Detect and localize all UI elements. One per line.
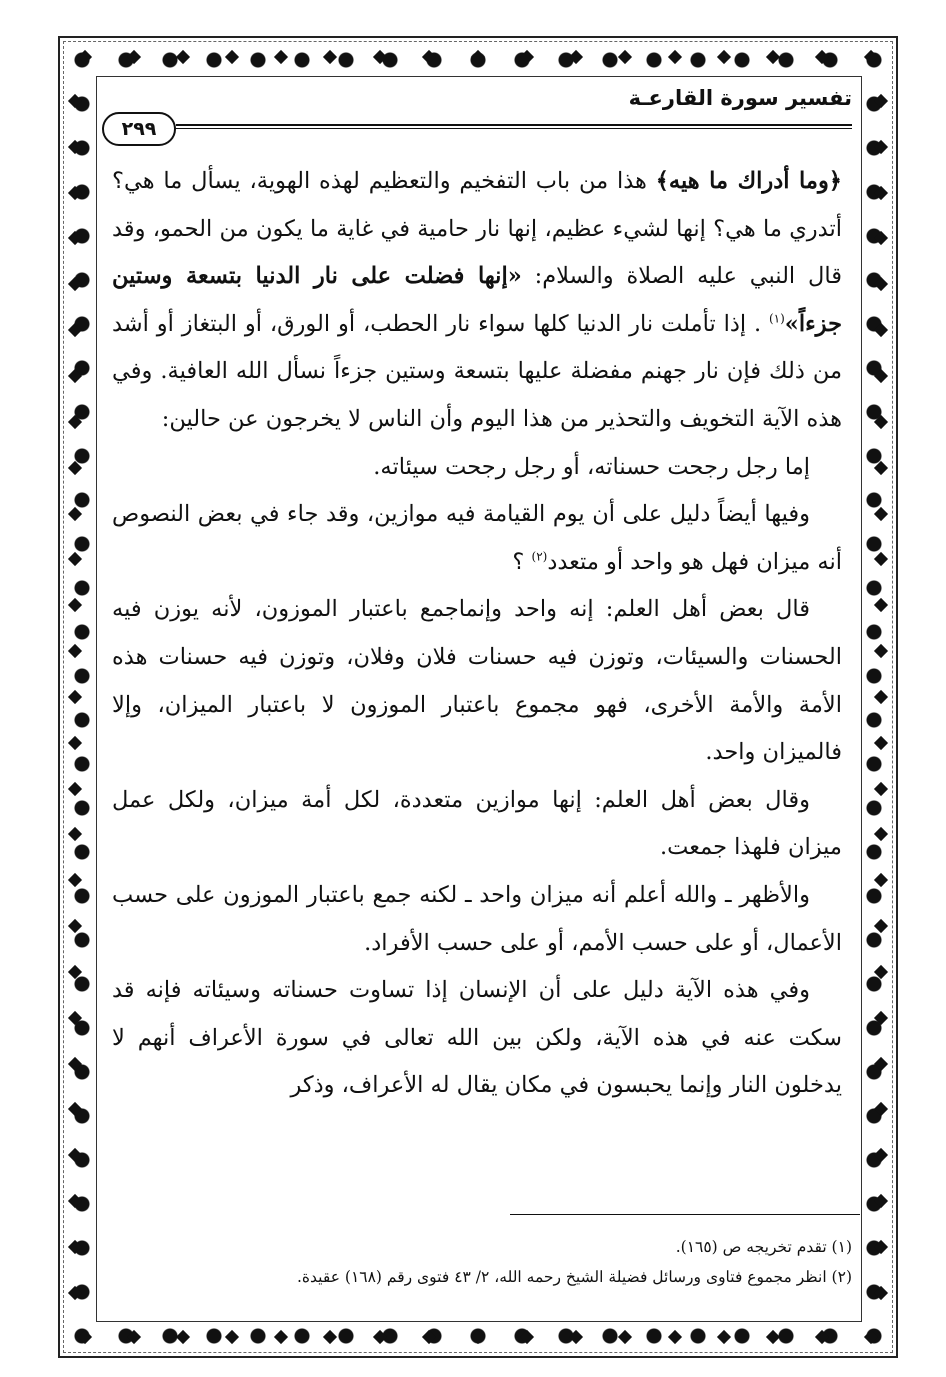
footnote-1: (١) تقدم تخريجه ص (١٦٥). bbox=[675, 1238, 852, 1256]
footnote-2: (٢) انظر مجموع فتاوى ورسائل فضيلة الشيخ رحمه الله، ٢/ ٤٣ فتوى رقم (١٦٨) عقيدة. bbox=[297, 1268, 852, 1286]
paragraph-2: إما رجل رجحت حسناته، أو رجل رجحت سيئاته. bbox=[373, 453, 810, 480]
paragraph-1-text: هذا من باب التفخيم والتعظيم لهذه الهوية، يسأل ما هي؟ أتدري ما هي؟ إنها لشيء عظيم، إنها نار حامية في غاية ما يكون من الحمو، وقد قال النبي عليه الصلاة والسلام: bbox=[112, 168, 843, 290]
right-diamond-column bbox=[868, 78, 894, 1316]
paragraph-3-end: ؟ bbox=[512, 548, 532, 575]
footnotes bbox=[112, 1232, 852, 1292]
paragraph-3 bbox=[112, 491, 842, 586]
left-diamond-column bbox=[62, 78, 88, 1316]
paragraph-7: وفي هذه الآية دليل على أن الإنسان إذا تساوت حسناته وسيئاته فإنه قد سكت عنه في هذه الآية، ولكن بين الله تعالى في سورة الأعراف أنهم لا يدخلون النار وإنما يحبسون في مكان يقال له الأعراف، وذكر bbox=[112, 977, 842, 1099]
quran-quote: ﴿وما أدراك ما هيه﴾ bbox=[655, 168, 842, 194]
body-text bbox=[112, 158, 842, 1110]
paragraph-1-text-2: . إذا تأملت نار الدنيا كلها سواء نار الحطب، أو الورق، أو البتغاز أو أشد من ذلك فإن نار جهنم مفضلة عليها بتسعة وستين جزءاً نسأل الله العافية. وفي هذه الآية التخويف والتحذير من هذا اليوم وأن الناس لا يخرجون عن حالين: bbox=[112, 310, 842, 432]
top-diamond-row bbox=[60, 42, 896, 72]
page-header bbox=[96, 86, 860, 140]
footnote-ref-2: (٢) bbox=[531, 549, 548, 564]
footnote-separator bbox=[510, 1214, 860, 1215]
bottom-diamond-row bbox=[60, 1322, 896, 1352]
header-rule bbox=[176, 124, 852, 126]
header-rule-thin bbox=[176, 128, 852, 129]
paragraph-1 bbox=[112, 158, 842, 444]
paragraph-6: والأظهر ـ والله أعلم أنه ميزان واحد ـ لكنه جمع باعتبار الموزون على حسب الأعمال، أو على حسب الأمم، أو على حسب الأفراد. bbox=[112, 881, 842, 956]
hadith-quote: «إنها فضلت على نار الدنيا بتسعة وستين جزءاً» bbox=[112, 263, 842, 337]
paragraph-3-text: وفيها أيضاً دليل على أن يوم القيامة فيه موازين، وقد جاء في بعض النصوص أنه ميزان فهل هو واحد أو متعدد bbox=[112, 501, 842, 575]
paragraph-4: قال بعض أهل العلم: إنه واحد وإنماجمع باعتبار الموزون، لأنه يوزن فيه الحسنات والسيئات، وتوزن فيه حسنات فلان وفلان، وتوزن فيه حسنات هذه الأمة والأمة الأخرى، فهو مجموع باعتبار الموزون لا باعتبار الميزان، وإلا فالميزان واحد. bbox=[112, 596, 842, 766]
page-title: تفسير سورة القارعـة bbox=[628, 86, 852, 110]
footnote-ref-1: (١) bbox=[768, 311, 785, 326]
page-number: ٢٩٩ bbox=[102, 112, 176, 146]
paragraph-5: وقال بعض أهل العلم: إنها موازين متعددة، لكل أمة ميزان، ولكل عمل ميزان فلهذا جمعت. bbox=[112, 786, 842, 861]
